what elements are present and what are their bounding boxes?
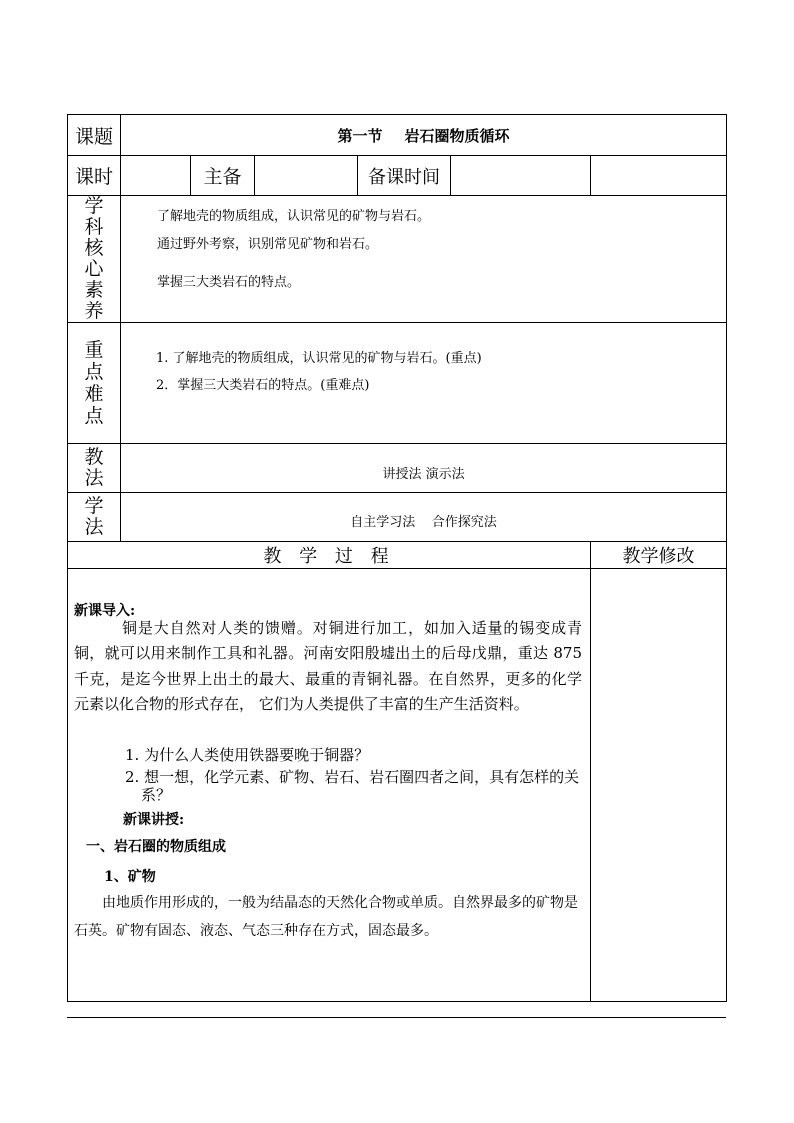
process-body <box>68 569 591 1002</box>
cell-zhubei-value <box>255 156 358 196</box>
label-hexin: 学 科 核 心 素 养 <box>68 196 121 323</box>
row-jiaofa <box>68 444 727 493</box>
lesson-title <box>121 115 727 156</box>
zhongdian-content <box>121 323 727 444</box>
row-xuefa <box>68 493 727 542</box>
mineral-paragraph: 由地质作用形成的，一般为结晶态的天然化合物或单质。自然界最多的矿物是石英。矿物有固态、液态、气态三种存在方式，固态最多。 <box>74 894 578 939</box>
section-1-heading: 一、岩石圈的物质组成 <box>86 838 226 855</box>
lecture-heading: 新课讲授: <box>123 811 185 828</box>
label-jiaofa: 教 法 <box>68 444 121 493</box>
row-keshi <box>68 156 727 196</box>
hexin-line-2: 通过野外考察，识别常见矿物和岩石。 <box>157 237 379 252</box>
subsection-1-heading: 1、矿物 <box>104 868 156 885</box>
zhongdian-line-1: 1. 了解地壳的物质组成，认识常见的矿物与岩石。(重点) <box>156 351 482 366</box>
lesson-plan-table <box>67 114 727 1002</box>
label-zhubei: 主备 <box>191 156 255 196</box>
hexin-content <box>121 196 727 323</box>
row-process-header <box>68 542 727 569</box>
edit-body <box>591 569 727 1002</box>
label-beike-time: 备课时间 <box>358 156 451 196</box>
hexin-line-1: 了解地壳的物质组成，认识常见的矿物与岩石。 <box>157 209 431 224</box>
row-process-body <box>68 569 727 1002</box>
process-header: 教 学 过 程 <box>68 542 591 569</box>
zhongdian-line-2: 2．掌握三大类岩石的特点。(重难点) <box>156 378 370 393</box>
label-keshi: 课时 <box>68 156 121 196</box>
cell-keshi-value <box>121 156 191 196</box>
edit-header: 教学修改 <box>591 542 727 569</box>
question-1: 1. 为什么人类使用铁器要晚于铜器？ <box>125 745 370 764</box>
lesson-title-name: 岩石圈物质循环 <box>404 126 510 145</box>
row-keti <box>68 115 727 156</box>
cell-extra <box>591 156 727 196</box>
question-2: 2. 想一想，化学元素、矿物、岩石、岩石圈四者之间，具有怎样的关系？ <box>125 767 580 804</box>
row-zhongdian <box>68 323 727 444</box>
lesson-title-section: 第一节 <box>337 126 383 145</box>
label-keti: 课题 <box>68 115 121 156</box>
hexin-line-3: 掌握三大类岩石的特点。 <box>157 275 301 290</box>
footer-divider <box>67 1017 726 1018</box>
jiaofa-content: 讲授法 演示法 <box>121 444 727 493</box>
intro-paragraph: 铜是大自然对人类的馈赠。对铜进行加工，如加入适量的锡变成青铜，就可以用来制作工具和礼器。河南安阳殷墟出土的后母戊鼎，重达 875 千克，是迄今世界上出土的最大、最重的青铜礼器。在自然界，更多的化学元素以化合物的形式存在， 它们为人类提供了丰富的生产生活资料。 <box>74 618 582 713</box>
xuefa-content: 自主学习法 合作探究法 <box>121 493 727 542</box>
cell-beike-time-value <box>451 156 591 196</box>
intro-heading: 新课导入: <box>74 602 136 619</box>
row-hexin <box>68 196 727 323</box>
label-zhongdian: 重 点 难 点 <box>68 323 121 444</box>
label-xuefa: 学 法 <box>68 493 121 542</box>
